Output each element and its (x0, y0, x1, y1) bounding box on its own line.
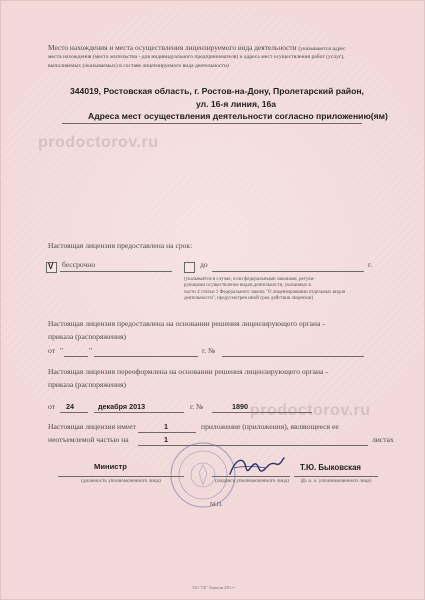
basis-quote-open: " (60, 346, 64, 355)
reissue-line1: Настоящая лицензия переоформлена на основании решения лицензирующего органа - (48, 367, 328, 376)
reissue-number-line (212, 412, 312, 413)
name-caption: (ф. и. о. уполномоченного лица) (300, 478, 372, 484)
appendix-line1-suffix: приложение (приложения), являющееся ее (201, 422, 339, 431)
term-note-line-1: (указывается в случае, если федеральными законами, регули- (184, 277, 315, 282)
reissue-day-line (60, 412, 88, 413)
basis-number-line (222, 356, 364, 357)
reissue-day: 24 (66, 402, 74, 411)
signature-line (212, 476, 290, 477)
appendix-count-1: 1 (164, 422, 168, 431)
term-label: Настоящая лицензия предоставлена на срок: (48, 241, 193, 250)
reissue-from: от (48, 402, 56, 411)
stamp-place-label: М.П. (210, 502, 223, 508)
appendix-line2-prefix: неотъемлемой частью на (48, 435, 129, 444)
check-mark: V (48, 262, 54, 271)
appendix-line2-suffix: листах (372, 435, 394, 444)
signatory-name: Т.Ю. Быковская (300, 463, 361, 472)
address-line2: ул. 16-я линия, 16а (196, 99, 277, 109)
reissue-number: 1890 (232, 402, 248, 411)
term-note-line-4: деятельности", предусмотрен иной срок действия лицензии) (184, 296, 314, 302)
term-indefinite-line (60, 271, 172, 272)
watermark-bottom: prodoctorov.ru (250, 402, 371, 419)
basis-quote-close: " (89, 346, 93, 355)
term-note (184, 277, 384, 303)
intro-line2: места нахождения (место жительства - для индивидуального предпринимателя) и адреса мест осуществления работ (услуг), (48, 54, 345, 61)
intro-line1-small: (указываются адрес (298, 46, 346, 52)
until-checkbox (184, 262, 195, 273)
address-underline (62, 123, 362, 124)
position-caption: (должность уполномоченного лица) (81, 478, 161, 484)
term-until-suffix: г. (368, 260, 373, 269)
signatory-position: Министр (94, 462, 127, 471)
basis-from: от (48, 346, 56, 355)
basis-number-label: г. № (202, 346, 216, 355)
reissue-month-line (94, 412, 184, 413)
term-indefinite: бессрочно (62, 260, 96, 269)
term-note-line-2: рующими осуществление видов деятельности, указанных в (184, 283, 311, 289)
basis-month-line (94, 356, 198, 357)
appendix-count-line-1 (138, 432, 196, 433)
basis-line1: Настоящая лицензия предоставлена на основании решения лицензирующего органа - (48, 319, 325, 328)
term-until-line (212, 271, 364, 272)
intro-line1: Место нахождения и места осуществления лицензируемого вида деятельности (48, 43, 297, 52)
appendix-line1-prefix: Настоящая лицензия имеет (48, 422, 136, 431)
reissue-number-label: г. № (190, 402, 204, 411)
basis-line2: приказа (распоряжения) (48, 332, 127, 341)
address-line1: 344019, Ростовская область, г. Ростов-на-Дону, Пролетарский район, (70, 86, 364, 96)
appendix-count-2: 1 (164, 435, 168, 444)
intro-line3: выполняемых (оказываемых) в составе лицензируемого вида деятельности) (48, 62, 229, 69)
name-line (294, 476, 378, 477)
indefinite-checkbox (46, 262, 57, 273)
reissue-line2: приказа (распоряжения) (48, 380, 127, 389)
intro-text (48, 44, 388, 70)
print-code: ЗАО "ЛК" Лицензия 2013 •• (192, 586, 235, 590)
signature-caption: (подпись уполномоченного лица) (215, 478, 289, 484)
address-line3: Адреса мест осуществления деятельности согласно приложению(ям) (88, 111, 388, 121)
position-line (58, 476, 184, 477)
term-until: до (200, 260, 208, 269)
term-note-line-3: части 4 статьи 1 Федерального закона "О лицензировании отдельных видов (184, 289, 346, 295)
basis-day-line (64, 356, 88, 357)
watermark-top: prodoctorov.ru (38, 134, 159, 151)
reissue-month-year: декабря 2013 (98, 402, 146, 411)
